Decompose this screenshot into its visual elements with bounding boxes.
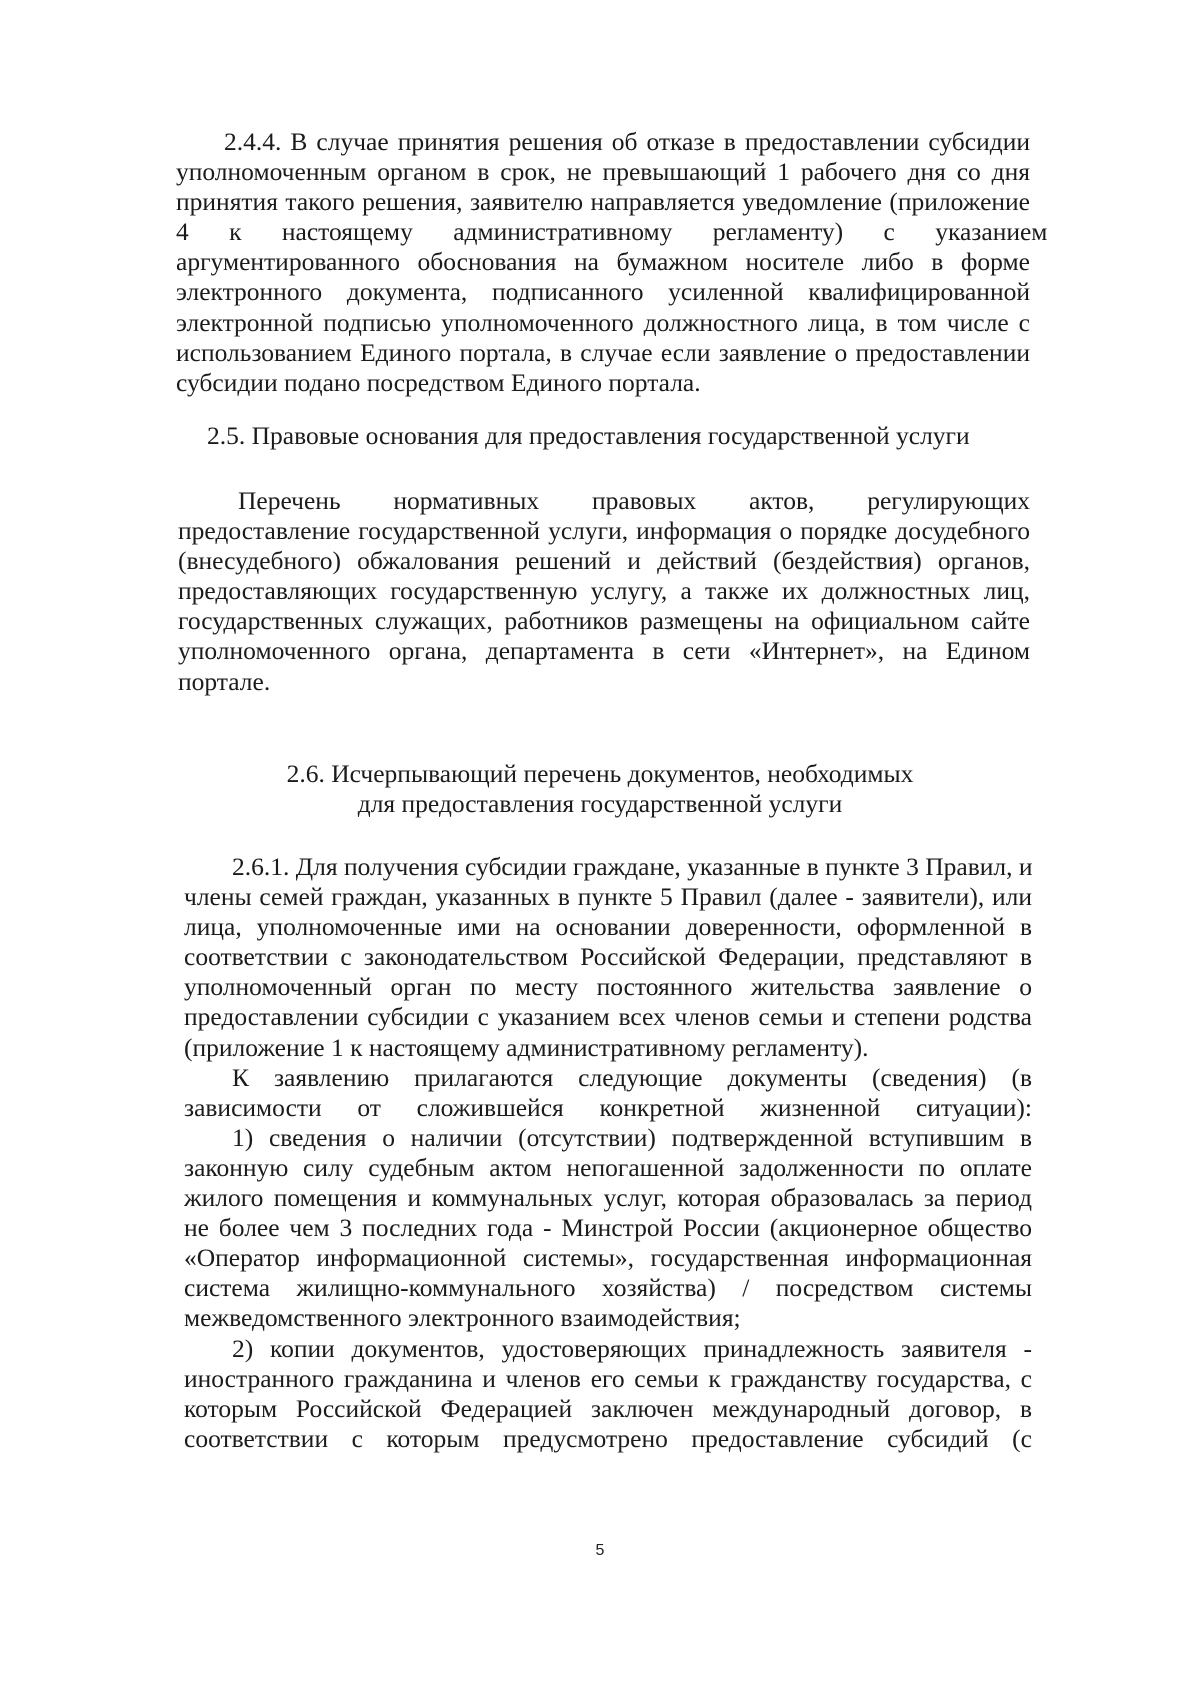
text-line: законную силу судебным актом непогашенной задолженности по оплате [184, 1152, 1032, 1182]
text-line: «Оператор информационной системы», государственная информационная [184, 1243, 1032, 1273]
text-line: уполномоченного органа, департамента в сети «Интернет», на Едином [178, 636, 1030, 666]
text-line: (внесудебного) обжалования решений и действий (бездействия) органов, [178, 546, 1030, 576]
text-line: государственных служащих, работников размещены на официальном сайте [178, 606, 1030, 636]
text-line: межведомственного электронного взаимодействия; [184, 1303, 741, 1333]
text-line: (приложение 1 к настоящему административному регламенту). [184, 1032, 869, 1062]
text-line: предоставляющих государственную услугу, а также их должностных лиц, [178, 576, 1030, 606]
text-line: субсидии подано посредством Единого портала. [176, 367, 701, 397]
section-2-6-heading [200, 759, 1000, 819]
text-line: 4 к настоящему административному регламенту) с указанием [176, 217, 1048, 247]
section-2-5-heading [207, 421, 1007, 451]
paragraph-2-4-4 [176, 127, 1048, 398]
text-line: К заявлению прилагаются следующие документы (сведения) (в [232, 1062, 1032, 1092]
text-line: 2.6.1. Для получения субсидии граждане, указанные в пункте 3 Правил, и [232, 852, 1033, 881]
text-line: Перечень нормативных правовых актов, регулирующих [238, 486, 1030, 515]
paragraph-2-5 [178, 486, 1030, 697]
text-line: не более чем 3 последних года - Минстрой России (акционерное общество [184, 1213, 1032, 1243]
text-line: уполномоченный орган по месту постоянного жительства заявление о [184, 972, 1032, 1002]
text-line: электронной подписью уполномоченного должностного лица, в том числе с [176, 307, 1030, 337]
text-line: 2) копии документов, удостоверяющих принадлежность заявителя - [232, 1333, 1032, 1363]
text-line: электронного документа, подписанного усиленной квалифицированной [176, 277, 1030, 307]
text-line: 2.4.4. В случае принятия решения об отказе в предоставлении субсидии [224, 127, 1030, 156]
text-line: которым Российской Федерацией заключен международный договор, в [184, 1393, 1032, 1423]
heading-line-1: 2.6. Исчерпывающий перечень документов, необходимых [286, 759, 914, 788]
text-line: 1) сведения о наличии (отсутствии) подтвержденной вступившим в [232, 1122, 1032, 1152]
text-line: зависимости от сложившейся конкретной жизненной ситуации): [184, 1092, 1032, 1122]
text-line: соответствии с которым предусмотрено предоставление субсидий (с [184, 1423, 1032, 1453]
heading-text: 2.5. Правовые основания для предоставления государственной услуги [207, 421, 970, 450]
text-line: предоставление государственной услуги, информация о порядке досудебного [178, 516, 1030, 546]
text-line: члены семей граждан, указанных в пункте 5 Правил (далее - заявители), или [184, 882, 1032, 912]
text-line: иностранного гражданина и членов его семьи к гражданству государства, с [184, 1363, 1032, 1393]
page-number: 5 [595, 1542, 605, 1559]
text-line: уполномоченным органом в срок, не превышающий 1 рабочего дня со дня [176, 157, 1030, 187]
text-line: портале. [178, 666, 271, 696]
paragraph-2-6-1 [184, 852, 1032, 1454]
text-line: аргументированного обоснования на бумажном носителе либо в форме [176, 247, 1030, 277]
text-line: использованием Единого портала, в случае если заявление о предоставлении [176, 337, 1030, 367]
text-line: принятия такого решения, заявителю направляется уведомление (приложение [176, 187, 1030, 217]
text-line: система жилищно-коммунального хозяйства) / посредством системы [184, 1273, 1032, 1303]
text-line: лица, уполномоченные ими на основании доверенности, оформленной в [184, 912, 1032, 942]
text-line: предоставлении субсидии с указанием всех членов семьи и степени родства [184, 1002, 1032, 1032]
text-line: жилого помещения и коммунальных услуг, которая образовалась за период [184, 1183, 1032, 1213]
heading-line-2: для предоставления государственной услуги [357, 789, 843, 818]
text-line: соответствии с законодательством Российской Федерации, представляют в [184, 942, 1032, 972]
